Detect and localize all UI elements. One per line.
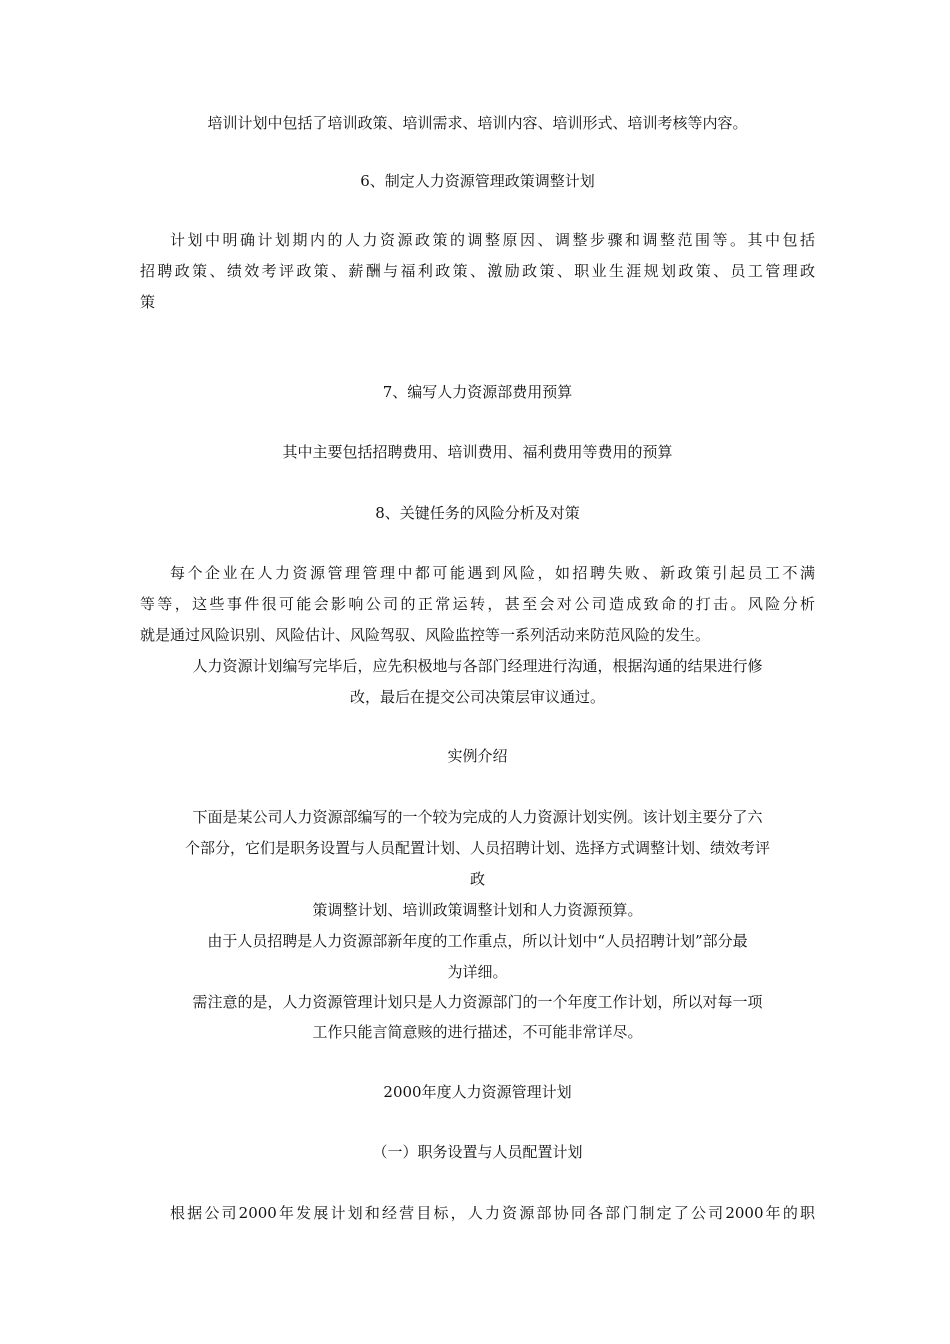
paragraph-example-line-2: 个部分，它们是职务设置与人员配置计划、人员招聘计划、选择方式调整计划、绩效考评 — [184, 839, 770, 857]
heading-annual-plan: 2000年度人力资源管理计划 — [383, 1083, 572, 1101]
paragraph-note-line-1: 需注意的是，人力资源管理计划只是人力资源部门的一个年度工作计划，所以对每一项 — [192, 993, 763, 1011]
paragraph-example-line-1: 下面是某公司人力资源部编写的一个较为完成的人力资源计划实例。该计划主要分了六 — [192, 808, 763, 826]
paragraph-budget: 其中主要包括招聘费用、培训费用、福利费用等费用的预算 — [282, 443, 673, 461]
paragraph-recruit-focus-line-1: 由于人员招聘是人力资源部新年度的工作重点，所以计划中“人员招聘计划”部分最 — [207, 932, 748, 950]
paragraph-risk-line-3: 就是通过风险识别、风险估计、风险驾驭、风险监控等一系列活动来防范风险的发生。 — [140, 626, 711, 644]
heading-budget: 7、编写人力资源部费用预算 — [382, 383, 573, 401]
heading-policy-adjustment: 6、制定人力资源管理政策调整计划 — [360, 172, 595, 190]
paragraph-position-staffing-line-1: 根据公司2000年发展计划和经营目标，人力资源部协同各部门制定了公司2000年的职 — [170, 1204, 815, 1222]
paragraph-communication-line-2: 改，最后在提交公司决策层审议通过。 — [349, 688, 605, 706]
paragraph-note-line-2: 工作只能言简意赅的进行描述，不可能非常详尽。 — [312, 1023, 643, 1041]
heading-position-staffing: （一）职务设置与人员配置计划 — [372, 1143, 583, 1161]
paragraph-example-line-4: 策调整计划、培训政策调整计划和人力资源预算。 — [312, 901, 643, 919]
heading-risk-analysis: 8、关键任务的风险分析及对策 — [375, 504, 580, 522]
paragraph-training-content: 培训计划中包括了培训政策、培训需求、培训内容、培训形式、培训考核等内容。 — [207, 114, 748, 132]
paragraph-example-line-3: 政 — [469, 870, 485, 888]
heading-example: 实例介绍 — [447, 747, 508, 765]
paragraph-communication-line-1: 人力资源计划编写完毕后，应先积极地与各部门经理进行沟通，根据沟通的结果进行修 — [192, 657, 763, 675]
paragraph-policy-line-3: 策 — [140, 293, 156, 311]
paragraph-risk-line-2: 等等，这些事件很可能会影响公司的正常运转，甚至会对公司造成致命的打击。风险分析 — [140, 595, 815, 613]
paragraph-recruit-focus-line-2: 为详细。 — [447, 963, 508, 981]
paragraph-policy-line-2: 招聘政策、绩效考评政策、薪酬与福利政策、激励政策、职业生涯规划政策、员工管理政 — [140, 262, 815, 280]
paragraph-policy-line-1: 计划中明确计划期内的人力资源政策的调整原因、调整步骤和调整范围等。其中包括 — [170, 231, 815, 249]
paragraph-risk-line-1: 每个企业在人力资源管理管理中都可能遇到风险，如招聘失败、新政策引起员工不满 — [170, 564, 815, 582]
